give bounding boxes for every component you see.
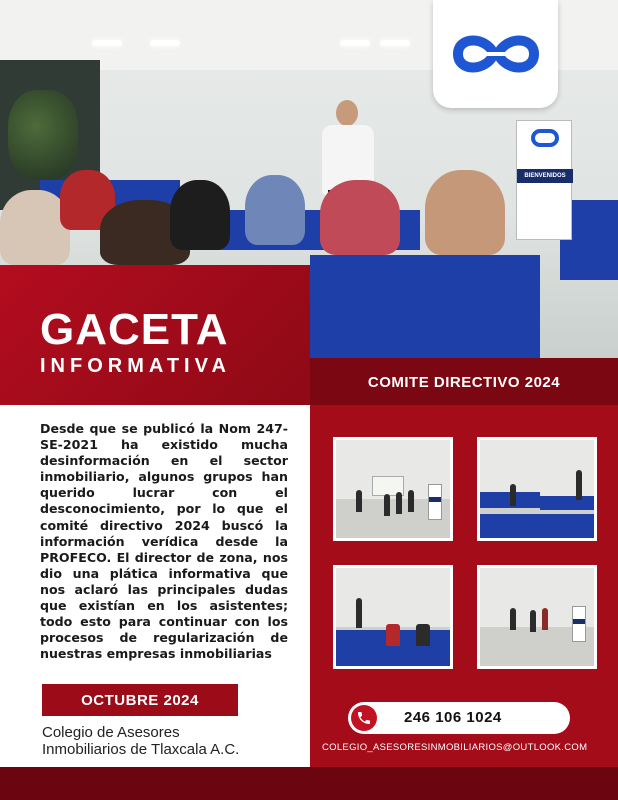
person xyxy=(386,624,400,646)
organization-name xyxy=(42,724,239,758)
article-body: Desde que se publicó la Nom 247-SE-2021 ha existido mucha desinformación en el sector inmobiliario, algunos grupos han querido lucrar con el desconocimiento, por lo que el comité directivo 2024 buscó la información verídica desde la PROFECO. El director de zona, nos dio una plática informativa que nos aclaró las principales dudas que existían en los asistentes; todo esto para continuar con los procesos de regularización de nuestras empresas inmobiliarias xyxy=(40,421,288,662)
banner-logo-icon xyxy=(531,129,559,147)
person xyxy=(510,484,516,506)
ceiling-light xyxy=(380,40,410,46)
email-address[interactable]: COLEGIO_ASESORESINMOBILIARIOS@OUTLOOK.COM xyxy=(322,742,588,753)
attendee xyxy=(320,180,400,255)
phone-number[interactable]: 246 106 1024 xyxy=(404,709,502,726)
banner xyxy=(572,606,586,642)
speaker-head xyxy=(336,100,358,126)
person xyxy=(396,492,402,514)
person xyxy=(576,470,582,500)
date-badge xyxy=(42,684,238,716)
event-photo xyxy=(333,437,453,541)
organization-line-2: Inmobiliarios de Tlaxcala A.C. xyxy=(42,741,240,758)
link-loop-logo-icon xyxy=(446,24,546,84)
person xyxy=(530,610,536,632)
ceiling-light xyxy=(150,40,180,46)
blue-table xyxy=(310,255,540,360)
person xyxy=(416,624,430,646)
person xyxy=(510,608,516,630)
event-photo xyxy=(477,437,597,541)
page-subtitle: INFORMATIVA xyxy=(40,355,231,377)
blue-table xyxy=(480,514,597,541)
person xyxy=(542,608,548,630)
banner xyxy=(428,484,442,520)
date-label: OCTUBRE 2024 xyxy=(81,691,199,709)
attendee xyxy=(245,175,305,245)
page-title: GACETA xyxy=(40,305,229,354)
person xyxy=(408,490,414,512)
event-photo xyxy=(477,565,597,669)
logo-box xyxy=(433,0,558,108)
attendee xyxy=(170,180,230,250)
footer-strip xyxy=(0,767,618,800)
organization-line-1: Colegio de Asesores xyxy=(42,724,180,741)
attendee xyxy=(425,170,505,255)
photo-wall xyxy=(336,568,450,627)
phone-glyph-icon xyxy=(356,710,372,726)
person xyxy=(384,494,390,516)
blue-table xyxy=(540,496,597,510)
phone-icon xyxy=(351,705,377,731)
welcome-banner xyxy=(516,120,572,240)
ceiling-light xyxy=(92,40,122,46)
event-photo xyxy=(333,565,453,669)
plant xyxy=(8,90,78,180)
ceiling-light xyxy=(340,40,370,46)
section-heading-bar xyxy=(310,358,618,406)
person xyxy=(356,598,362,628)
section-heading: COMITE DIRECTIVO 2024 xyxy=(367,373,561,391)
banner-text: BIENVENIDOS xyxy=(517,169,573,183)
person xyxy=(356,490,362,512)
